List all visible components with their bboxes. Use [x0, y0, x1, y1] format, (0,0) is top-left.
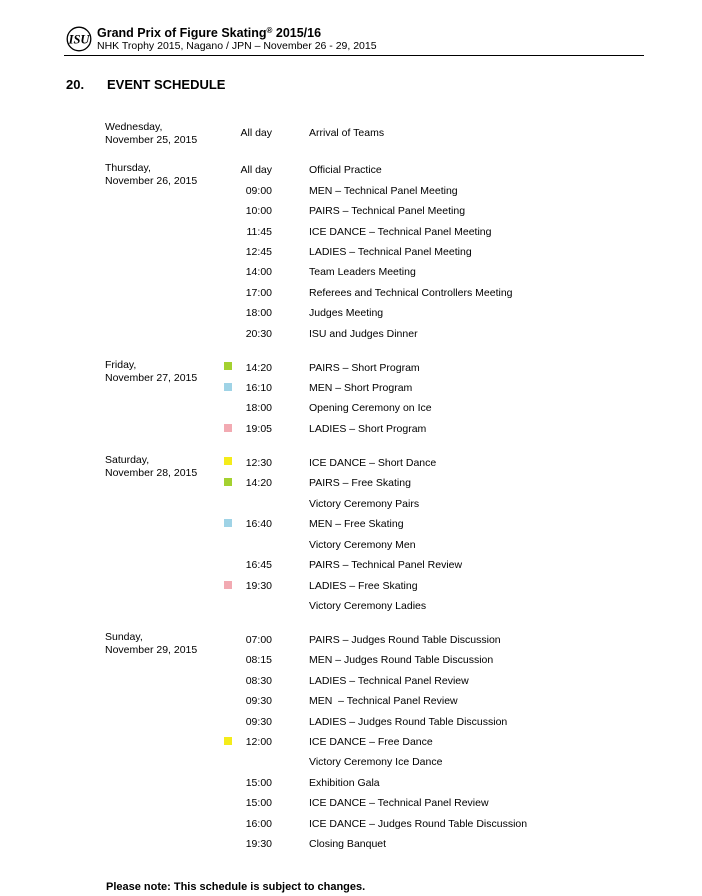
schedule-time: 08:15	[245, 654, 272, 666]
schedule-time: 16:40	[245, 518, 272, 530]
schedule-time: 07:00	[245, 634, 272, 646]
schedule-time: 12:45	[245, 246, 272, 258]
schedule-event: ICE DANCE – Free Dance	[309, 736, 433, 748]
schedule-time: 10:00	[245, 205, 272, 217]
schedule-time: 14:20	[245, 477, 272, 489]
ladies-marker	[224, 581, 232, 589]
pairs-marker	[224, 478, 232, 486]
ice-dance-marker	[224, 457, 232, 465]
schedule-time: All day	[240, 164, 272, 176]
schedule-time: 12:00	[245, 736, 272, 748]
schedule-event: MEN – Free Skating	[309, 518, 404, 530]
schedule-time: 19:05	[245, 423, 272, 435]
men-marker	[224, 383, 232, 391]
schedule-time: 14:20	[245, 362, 272, 374]
schedule-event: LADIES – Judges Round Table Discussion	[309, 716, 508, 728]
schedule-event: Arrival of Teams	[309, 127, 385, 139]
section-number: 20.	[66, 77, 85, 92]
schedule-event: Victory Ceremony Ice Dance	[309, 756, 443, 768]
schedule-event: LADIES – Free Skating	[309, 580, 418, 592]
schedule-event: Team Leaders Meeting	[309, 266, 416, 278]
isu-logo-icon	[66, 26, 92, 52]
ice-dance-marker	[224, 737, 232, 745]
day-label: Friday, November 27, 2015	[105, 359, 198, 384]
schedule-time: 18:00	[245, 402, 272, 414]
registered-mark: ®	[266, 26, 273, 35]
schedule-time: 16:10	[245, 382, 272, 394]
schedule-time: 16:00	[245, 818, 272, 830]
schedule-event: MEN – Short Program	[309, 382, 413, 394]
schedule-note: Please note: This schedule is subject to changes.	[106, 881, 366, 893]
schedule-event: MEN – Technical Panel Meeting	[309, 185, 458, 197]
schedule-time: All day	[240, 127, 272, 139]
schedule-event: Closing Banquet	[309, 838, 387, 850]
schedule-event: LADIES – Short Program	[309, 423, 427, 435]
schedule-event: Exhibition Gala	[309, 777, 380, 789]
schedule-event: MEN – Judges Round Table Discussion	[309, 654, 494, 666]
schedule-time: 19:30	[245, 580, 272, 592]
schedule-time: 20:30	[245, 328, 272, 340]
schedule-event: ICE DANCE – Technical Panel Meeting	[309, 226, 492, 238]
schedule-event: LADIES – Technical Panel Review	[309, 675, 469, 687]
schedule-time: 19:30	[245, 838, 272, 850]
schedule-time: 15:00	[245, 777, 272, 789]
schedule-time: 08:30	[245, 675, 272, 687]
schedule-event: PAIRS – Technical Panel Review	[309, 559, 463, 571]
schedule-event: PAIRS – Judges Round Table Discussion	[309, 634, 501, 646]
day-label: Saturday, November 28, 2015	[105, 454, 198, 479]
men-marker	[224, 519, 232, 527]
schedule-event: PAIRS – Short Program	[309, 362, 420, 374]
schedule-time: 18:00	[245, 307, 272, 319]
header-divider	[64, 55, 644, 56]
schedule-time: 12:30	[245, 457, 272, 469]
schedule-event: Victory Ceremony Men	[309, 539, 416, 551]
day-label: Wednesday, November 25, 2015	[105, 121, 198, 146]
schedule-event: PAIRS – Technical Panel Meeting	[309, 205, 466, 217]
schedule-event: Referees and Technical Controllers Meeting	[309, 287, 513, 299]
schedule-event: LADIES – Technical Panel Meeting	[309, 246, 472, 258]
schedule-event: ICE DANCE – Technical Panel Review	[309, 797, 489, 809]
header-subtitle: NHK Trophy 2015, Nagano / JPN – November 26 - 29, 2015	[97, 40, 377, 52]
schedule-time: 09:30	[245, 695, 272, 707]
schedule-event: Official Practice	[309, 164, 382, 176]
schedule-event: ICE DANCE – Judges Round Table Discussion	[309, 818, 528, 830]
svg-text:ISU: ISU	[68, 32, 90, 47]
schedule-time: 14:00	[245, 266, 272, 278]
section-title: EVENT SCHEDULE	[107, 77, 226, 92]
schedule-event: ICE DANCE – Short Dance	[309, 457, 437, 469]
schedule-time: 09:30	[245, 716, 272, 728]
schedule-event: Judges Meeting	[309, 307, 384, 319]
schedule-event: Victory Ceremony Pairs	[309, 498, 420, 510]
schedule-time: 09:00	[245, 185, 272, 197]
day-label: Sunday, November 29, 2015	[105, 631, 198, 656]
ladies-marker	[224, 424, 232, 432]
schedule-time: 15:00	[245, 797, 272, 809]
schedule-event: ISU and Judges Dinner	[309, 328, 418, 340]
schedule-event: PAIRS – Free Skating	[309, 477, 411, 489]
schedule-event: Opening Ceremony on Ice	[309, 402, 432, 414]
schedule-time: 16:45	[245, 559, 272, 571]
day-label: Thursday, November 26, 2015	[105, 162, 198, 187]
schedule-time: 11:45	[246, 226, 272, 238]
schedule-event: MEN – Technical Panel Review	[309, 695, 458, 707]
schedule-event: Victory Ceremony Ladies	[309, 600, 427, 612]
pairs-marker	[224, 362, 232, 370]
schedule-time: 17:00	[245, 287, 272, 299]
header-title: Grand Prix of Figure Skating® 2015/16	[97, 26, 322, 40]
